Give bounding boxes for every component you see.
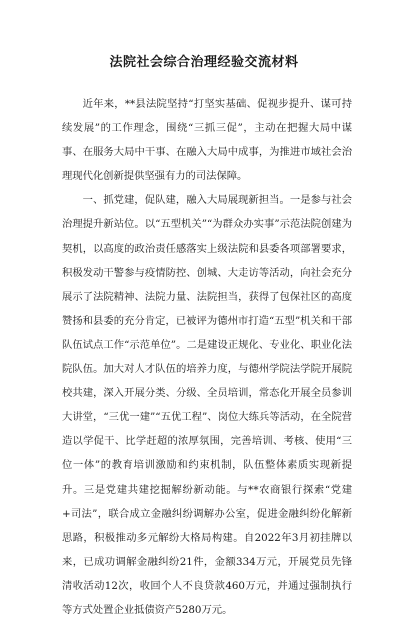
section-one-paragraph: 一、抓党建，促队建，融入大局展现新担当。一是参与社会治理提升新站位。以“五型机关”“为群众办实事”示范法院创建为契机，以高度的政治责任感落实上级法院和县委各项部署要求，积极发动干警参与疫情防控、创城、大走访等活动，向社会充分展示了法院精神、法院力量、法院担当，获得了包保社区的高度赞扬和县委的充分肯定，已被评为德州市打造“五型”机关和干部队伍试点工作“示范单位”。二是建设正规化、专业化、职业化法院队伍。加大对人才队伍的培养力度，与德州学院法学院开展院校共建，深入开展分类、分级、全员培训，常态化开展全员参训大讲堂，“三优一建”“五优工程”、岗位大练兵等活动，在全院营造以学促干、比学赶超的浓厚氛围，完善培训、考核、使用“三位一体”的教育培训激励和约束机制，队伍整体素质实现新提升。三是党建共建挖掘解纷新动能。与**农商银行探索“党建+司法”，联合成立金融纠纷调解办公室，促进金融纠纷化解新思路，积极推动多元解纷大格局构建。自2022年3月初挂牌以来，已成功调解金融纠纷21件，金额334万元，开展党员先锋清收活动12次，收回个人不良贷款460万元，并通过强制执行等方式处置企业抵债资产5280万元。 <box>62 194 352 616</box>
intro-paragraph: 近年来，**县法院坚持“打坚实基础、促视步提升、谋可持续发展”的工作理念，围绕“三抓三促”，主动在把握大局中谋事、在服务大局中干事、在融入大局中成事，为推进市域社会治理现代化创新提供坚强有力的司法保障。 <box>62 98 352 183</box>
document-body <box>62 92 352 622</box>
document-title: 法院社会综合治理经验交流材料 <box>109 55 299 70</box>
